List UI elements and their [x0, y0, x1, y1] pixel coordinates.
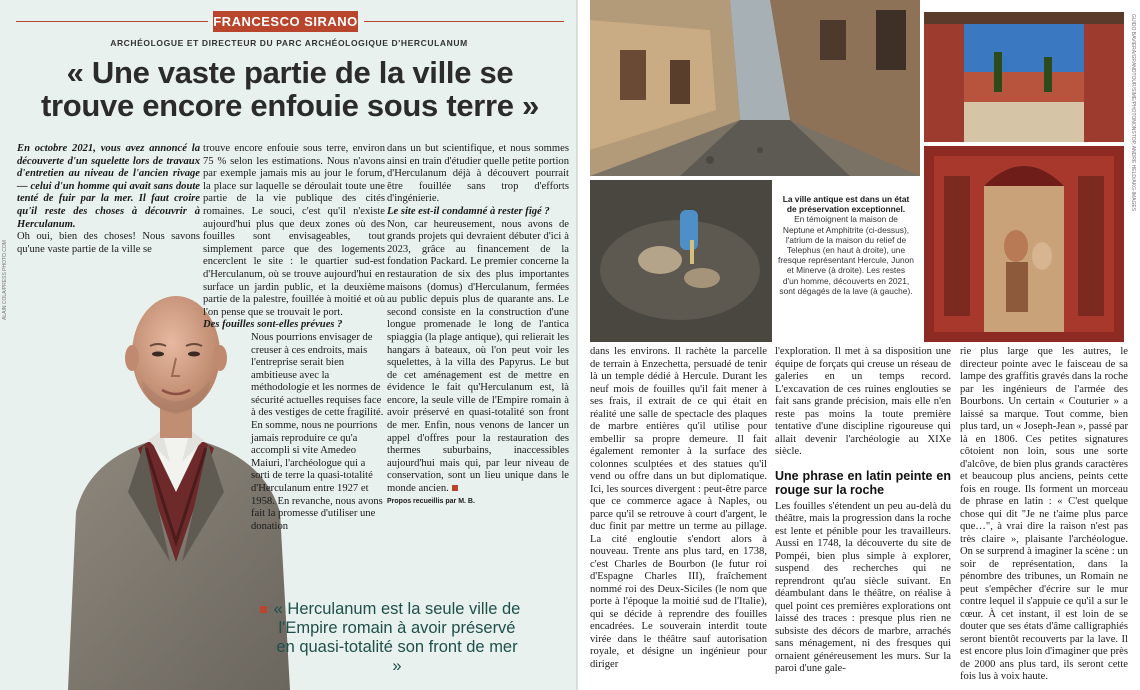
interview-credit: Propos recueillis par M. B. — [387, 497, 475, 505]
author-role: ARCHÉOLOGUE ET DIRECTEUR DU PARC ARCHÉOLOGIQUE D'HERCULANUM — [110, 38, 468, 48]
question-2: Des fouilles sont-elles prévues ? — [203, 319, 343, 331]
pull-quote: « Herculanum est la seule ville de l'Empire romain à avoir préservé en quasi-totalité son front de mer » — [273, 600, 521, 675]
interview-column-2 — [203, 143, 385, 533]
story-paragraph-2: l'exploration. Il met à sa disposition une équipe de forçats qui creuse un réseau de galeries en un temps record. L'excavation de ces ruines englouties se fait sans grande précision, mais elle n'en reste pas moins la toute première tentative d'une discipline rigoureuse qui allait devenir l'archéologie au XIXe siècle. — [775, 346, 951, 457]
headline-line-2: trouve encore enfouie sous terre » — [40, 88, 540, 123]
photo-skeleton-excavation — [590, 180, 772, 342]
headline-line-1: « Une vaste partie de la ville se — [66, 55, 514, 90]
story-column-2 — [775, 346, 951, 676]
street-ruins-illustration — [590, 0, 920, 176]
answer-2-cont: dans un but scientifique, et nous sommes ainsi en train d'étudier quelle petite portion d'Herculanum déjà à découvert pourrait être fouillée sans trop d'efforts d'ingénierie. — [387, 143, 569, 205]
story-paragraph-3: Les fouilles s'étendent un peu au-delà du théâtre, mais la progression dans la roche est lente et pénible pour les travailleurs. Aussi en 1748, la découverte du site de Pompéi, bien plus simple à explorer, suspend des recherches qui ne reprendront qu'au siècle suivant. En déambulant dans le théâtre, on réalise à quel point ces premières explorations ont laissé des traces : presque plus rien ne subsiste des décors de marbre, arrachés sans ménagement, ni des fresques qui ornaient généreusement les murs. Sur la paroi d'une gale- — [775, 500, 951, 674]
story-column-3 — [960, 346, 1128, 684]
skeleton-excavation-illustration — [590, 180, 772, 342]
photo-caption — [778, 194, 914, 296]
atrium-illustration — [924, 12, 1124, 142]
caption-title: La ville antique est dans un état de préservation exceptionnel. — [782, 194, 910, 215]
photo-atrium — [924, 12, 1124, 142]
answer-1-cont: trouve encore enfouie sous terre, environ 75 % selon les estimations. Nous n'avons par exemple jamais mis au jour le forum, la place sur laquelle se déroulait toute une partie de la vie publique des cités romaines. Le souci, c'est qu'il n'existe aujourd'hui plus que deux zones où des fouilles sont envisageables, tout simplement parce que des logements encerclent le site : le quartier sud-est d'Herculanum, où se trouve aujourd'hui en surface un jardin public, et la deuxième partie de la palestre, fouillée à moitié et où l'on pense que se trouvait le port. — [203, 143, 385, 318]
story-column-1 — [590, 346, 767, 671]
answer-1-start: Oh oui, bien des choses! Nous savons qu'une vaste partie de la ville se — [17, 231, 200, 255]
fresco-illustration — [924, 146, 1124, 342]
answer-3-text: Non, car heureusement, nous avons de grands projets qui devraient débuter d'ici à 2023, grâce au financement de la fondation Packard. Le premier concerne la restauration de six des plus importantes maisons (domus) d'Herculanum, fermées au public depuis plus de quarante ans. Le second consiste en la construction d'une longue promenade le long de l'antica spiaggia (la plage antique), qui relierait les hangars à bateaux, où l'on peut voir les squelettes, à la villa des Papyrus. Le but de cet aménagement est de mettre en évidence le fait qu'Herculanum est, là encore, la seule ville de l'Empire romain à avoir préservé en quasi-totalité son front de mer. Enfin, nous venons de lancer un appel d'offres pour la restauration des thermes suburbains, inaccessibles aujourd'hui mais qui, par leur niveau de conservation, sont un lieu unique dans le monde ancien. — [387, 218, 569, 495]
end-mark — [452, 485, 458, 491]
pullquote-marker — [260, 606, 267, 613]
question-3: Le site est-il condamné à rester figé ? — [387, 205, 550, 217]
photo-credit-left: ALAIN COLA/PRESS PHOTO.COM — [2, 240, 8, 320]
story-paragraph-1: dans les environs. Il rachète la parcelle de terrain à Enzechetta, persuadé de tenir là un temple dédié à Hercule. Durant les neuf mois de fouilles qu'il fait mener à ses frais, il extrait de ce qui était en réalité une salle de spectacle des plaques de marbre entières qu'il utilise pour embellir sa propre demeure. Il fait également remonter à la surface des colonnes sculptées et des statues qu'il vend ou offre dans un but diplomatique. Ici, les sources divergent : peut-être parce que ce commerce agace à Naples, ou parce qu'il se retrouve à court d'argent, le duc finit par mettre un terme au pillage. La cité engloutie s'endort alors à nouveau. Trente ans plus tard, en 1738, c'est Charles de Bourbon (le futur roi d'Espagne Charles III), fraîchement nommé roi des Deux-Siciles (le nom que porte à l'époque la moitié sud de l'Italie), qui se décide à reprendre des fouilles encadrées. Le souverain interdit toute virée dans le théâtre sauf autorisation royale, et désigne un ingénieur pour diriger — [590, 346, 767, 670]
interview-column-1 — [17, 143, 200, 256]
photo-fresco — [924, 146, 1124, 342]
byline-rule-right — [364, 21, 564, 22]
story-paragraph-4: rie plus large que les autres, le directeur pointe avec le faisceau de sa lampe des graffitis gravés dans la roche par les ingénieurs de l'armée des Bourbons. Un certain « Couturier » a laissé sa marque. Tout comme, bien plus tard, un « Joseph-Jean », passé par là en 1806. Ces petites signatures côtoient non loin, sous une sorte d'alcôve, de bien plus grands caractères et beaucoup plus anciens, peints cette fois en rouge. Ils forment un morceau de phrase en latin : « C'est quelque chose qui dit "Je ne t'aime plus parce que…", à vrai dire la raison n'est pas très claire », plaisante l'archéologue. On se surprend à imaginer la scène : un soir de représentation, dans la pénombre des tribunes, un Romain ne peut s'empêcher d'écrire sur le mur contre lequel il s'appuie ce qu'il a sur le cœur. À cet instant, il est loin de se douter que ses états d'âme calligraphiés seront bientôt recouverts par la lave. Il est encore plus loin d'imaginer que près de 2000 ans plus tard, ils seront cette fois lus à voix haute. — [960, 346, 1128, 682]
headline — [14, 56, 566, 122]
byline-rule-left — [16, 21, 208, 22]
author-name-badge: FRANCESCO SIRANO — [213, 11, 358, 32]
answer-3 — [387, 219, 569, 496]
answer-2: Nous pourrions envisager de creuser à ces endroits, mais l'entreprise serait bien ambitieuse avec la méthodologie et les normes de sécurité actuelles requises face à des vestiges de cette fragilité. En somme, nous ne pourrions jamais reproduire ce qu'a accompli si vite Amedeo Maiuri, l'archéologue qui a sorti de terre la quasi-totalité d'Herculanum entre 1927 et 1958. En revanche, nous avons fait la promesse d'utiliser une donation — [251, 331, 384, 532]
intro-question: En octobre 2021, vous avez annoncé la découverte d'un squelette lors de travaux d'entretien au niveau de l'ancien rivage — celui d'un homme qui avait sans doute tenté de fuir par la mer. Il faut croire qu'il reste des choses à découvrir à Herculanum. — [17, 143, 200, 230]
interview-column-3 — [387, 143, 569, 508]
caption-text: En témoignent la maison de Neptune et Amphitrite (ci-dessus), l'atrium de la maison du relief de Telephus (en haut à droite), une fresque représentant Hercule, Junon et Minerve (à droite). Les restes d'un homme, découverts en 2021, sont dégagés de la lave (à gauche). — [778, 214, 914, 296]
photo-credit-right: GUIDO BAVIERA/GRANDTOUR/SIME/PHOTONONSTOP, ANDRE HELD/AKG-IMAGES — [1130, 14, 1136, 212]
photo-street-ruins — [590, 0, 920, 176]
story-subhead: Une phrase en latin peinte en rouge sur la roche — [775, 468, 951, 497]
